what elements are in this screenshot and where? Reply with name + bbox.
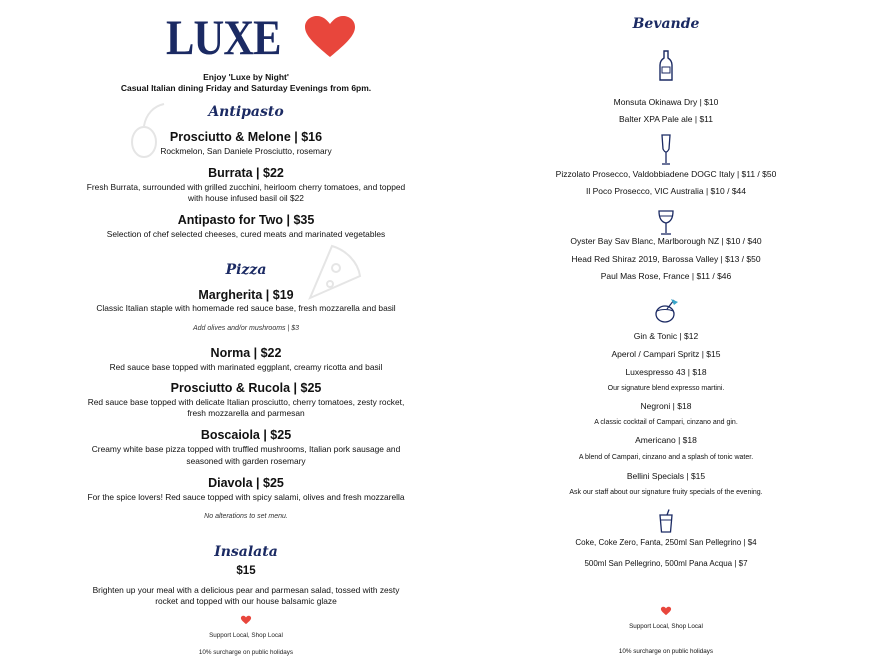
bellini-specials: Bellini Specials | $15 xyxy=(626,471,706,481)
heart-icon xyxy=(303,15,357,59)
insalata-price: $15 xyxy=(236,565,256,577)
sparkling-item-1: Pizzolato Prosecco, Valdobbiadene DOGC Italy | $11 / $50 xyxy=(555,169,777,179)
food-menu-column xyxy=(40,0,452,664)
antipasto-heading: Antipasto xyxy=(208,104,284,120)
soft-drink-cup-icon xyxy=(658,509,674,533)
americano: Americano | $18 xyxy=(635,435,697,445)
gin-tonic: Gin & Tonic | $12 xyxy=(633,331,699,341)
bellini-desc: Ask our staff about our signature fruity specials of the evening. xyxy=(569,489,763,496)
norma-desc: Red sauce base topped with marinated eggplant, creamy ricotta and basil xyxy=(109,362,383,372)
burrata-desc-1: Fresh Burrata, surrounded with grilled zucchini, heirloom cherry tomatoes, and topped xyxy=(86,182,406,192)
margherita-desc: Classic Italian staple with homemade red sauce base, fresh mozzarella and basil xyxy=(96,303,396,313)
heart-icon xyxy=(241,615,252,625)
burrata-desc-2: with house infused basil oil $22 xyxy=(188,193,304,203)
diavola-title: Diavola | $25 xyxy=(208,476,284,490)
americano-desc: A blend of Campari, cinzano and a splash of tonic water. xyxy=(578,454,754,461)
insalata-heading: Insalata xyxy=(214,544,278,560)
antipasto-for-two-desc: Selection of chef selected cheeses, cured meats and marinated vegetables xyxy=(106,229,386,239)
prosciutto-rucola-title: Prosciutto & Rucola | $25 xyxy=(170,381,322,395)
insalata-desc-2: rocket and topped with our house balsamic glaze xyxy=(155,596,337,606)
drinks-menu-column xyxy=(480,0,852,664)
champagne-flute-icon xyxy=(660,134,672,166)
no-alterations-note: No alterations to set menu. xyxy=(204,513,288,520)
brand-name: LUXE xyxy=(166,9,281,65)
soft-drinks-1: Coke, Coke Zero, Fanta, 250ml San Pellegrino | $4 xyxy=(575,538,757,547)
antipasto-for-two-title: Antipasto for Two | $35 xyxy=(177,213,315,227)
luxespresso-desc: Our signature blend expresso martini. xyxy=(607,385,725,392)
insalata-desc-1: Brighten up your meal with a delicious pear and parmesan salad, tossed with zesty xyxy=(92,585,400,595)
beer-bottle-icon xyxy=(659,50,673,82)
burrata-title: Burrata | $22 xyxy=(208,166,284,180)
support-local-right: Support Local, Shop Local xyxy=(629,623,703,630)
support-local-left: Support Local, Shop Local xyxy=(209,632,283,639)
pizza-heading: Pizza xyxy=(225,262,267,278)
prosciutto-rucola-desc-1: Red sauce base topped with delicate Italian prosciutto, cherry tomatoes, zesty rocket, xyxy=(87,397,405,407)
cocktail-coconut-icon xyxy=(653,298,679,324)
wine-item-3: Paul Mas Rose, France | $11 / $46 xyxy=(600,271,732,281)
negroni: Negroni | $18 xyxy=(640,401,692,411)
tagline-line-2: Casual Italian dining Friday and Saturday Evenings from 6pm. xyxy=(120,83,372,93)
heart-icon xyxy=(661,606,672,616)
beer-item-1: Monsuta Okinawa Dry | $10 xyxy=(613,97,719,107)
bevande-heading: Bevande xyxy=(632,16,700,32)
surcharge-right: 10% surcharge on public holidays xyxy=(618,648,714,655)
soft-drinks-2: 500ml San Pellegrino, 500ml Pana Acqua | $7 xyxy=(584,559,748,568)
prosciutto-melone-title: Prosciutto & Melone | $16 xyxy=(169,130,323,144)
norma-title: Norma | $22 xyxy=(210,346,282,360)
prosciutto-rucola-desc-2: fresh mozzarella and parmesan xyxy=(187,408,305,418)
aperol-spritz: Aperol / Campari Spritz | $15 xyxy=(611,349,721,359)
tagline-line-1: Enjoy 'Luxe by Night' xyxy=(203,72,289,82)
negroni-desc: A classic cocktail of Campari, cinzano and gin. xyxy=(594,419,738,426)
brand-logo xyxy=(166,9,357,65)
boscaiola-desc-2: seasoned with garden rosemary xyxy=(186,456,306,466)
margherita-title: Margherita | $19 xyxy=(198,288,294,302)
luxespresso: Luxespresso 43 | $18 xyxy=(625,367,707,377)
boscaiola-title: Boscaiola | $25 xyxy=(200,428,292,442)
wine-glass-icon xyxy=(657,210,675,236)
wine-item-1: Oyster Bay Sav Blanc, Marlborough NZ | $10 / $40 xyxy=(570,236,762,246)
addon-note: Add olives and/or mushrooms | $3 xyxy=(192,325,300,332)
surcharge-left: 10% surcharge on public holidays xyxy=(198,649,294,656)
wine-item-2: Head Red Shiraz 2019, Barossa Valley | $13 / $50 xyxy=(571,254,761,264)
diavola-desc: For the spice lovers! Red sauce topped with spicy salami, olives and fresh mozzarella xyxy=(87,492,405,502)
prosciutto-melone-desc: Rockmelon, San Daniele Prosciutto, rosemary xyxy=(160,146,332,156)
beer-item-2: Balter XPA Pale ale | $11 xyxy=(618,114,714,124)
boscaiola-desc-1: Creamy white base pizza topped with truffled mushrooms, Italian pork sausage and xyxy=(91,444,401,454)
sparkling-item-2: Il Poco Prosecco, VIC Australia | $10 / $44 xyxy=(585,186,746,196)
